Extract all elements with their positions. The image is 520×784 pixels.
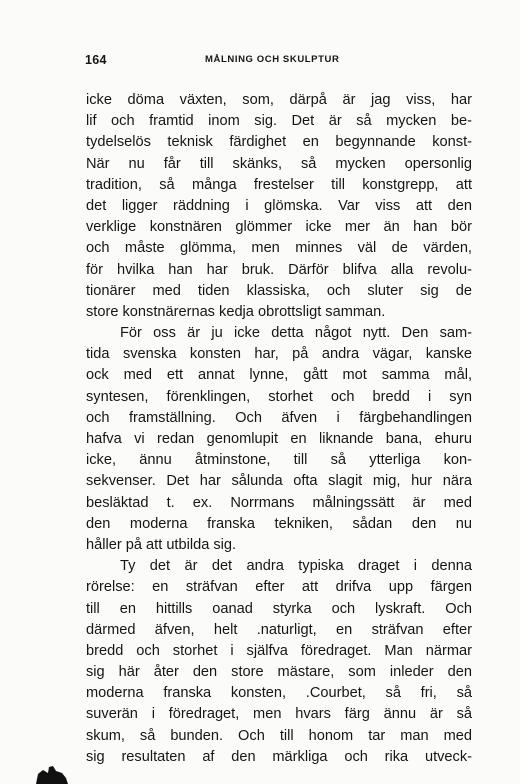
text-line: verklige konstnären glömmer icke mer än han bör — [86, 219, 472, 236]
text-line: tida svenska konsten har, på andra vägar, kanske — [86, 346, 472, 363]
body-text — [86, 90, 472, 768]
text-line: sig här åter den store mästare, som inleder den — [86, 664, 472, 681]
text-line: moderna franska konsten, .Courbet, så fri, så — [86, 685, 472, 702]
text-line: hafva vi redan genomlupit en liknande bana, ehuru — [86, 431, 472, 447]
text-line: sekvenser. Det har sålunda ofta slagit mig, hur nära — [86, 473, 472, 490]
text-line: och måste glömma, men minnes väl de värden, — [86, 240, 472, 257]
text-line: för hvilka han har bruk. Därför blifva alla revolu- — [86, 261, 472, 278]
text-line: därmed äfven, helt .naturligt, en sträfvan efter — [86, 621, 472, 638]
text-line: rörelse: en sträfvan efter att drifva upp färgen — [86, 579, 472, 596]
text-line: tionärer med tiden klassiska, och sluter sig de — [86, 282, 472, 299]
text-line: det ligger räddning i glömska. Var viss att den — [86, 197, 472, 214]
text-line: ock med ett annat lynne, gått mot samma mål, — [86, 367, 472, 384]
text-line: besläktad t. ex. Norrmans målningssätt är med — [86, 494, 472, 511]
text-line: Ty det är det andra typiska draget i denna — [120, 558, 472, 575]
page-header — [85, 53, 471, 71]
text-line: bredd och storhet i själfva föredraget. Man närmar — [86, 642, 472, 659]
text-line: icke, ännu åtminstone, till så ytterliga kon- — [86, 452, 472, 469]
text-line: suverän i föredraget, men hvars färg ännu är så — [86, 706, 472, 723]
text-line: icke döma växten, som, därpå är jag viss, har — [86, 92, 472, 108]
text-line: När nu får till skänks, så mycken opersonlig — [86, 155, 472, 172]
text-line: tydelselös teknisk färdighet en begynnande konst- — [86, 134, 472, 151]
text-line: håller på att utbilda sig. — [86, 536, 237, 553]
text-line: store konstnärernas kedja obrottsligt samman. — [86, 303, 386, 320]
text-line: skum, så bunden. Och till honom tar man med — [86, 727, 472, 744]
page-number: 164 — [85, 53, 107, 67]
text-line: sig resultaten af den märkliga och rika utveck- — [86, 748, 472, 765]
scan-blot-mark — [34, 764, 70, 784]
text-line: tradition, så många frestelser till konstgrepp, att — [86, 176, 472, 193]
text-line: lif och framtid inom sig. Det är så mycken be- — [86, 113, 472, 130]
running-head: MÅLNING OCH SKULPTUR — [205, 54, 340, 65]
text-line: För oss är ju icke detta något nytt. Den sam- — [120, 325, 472, 342]
text-line: syntesen, förenklingen, storhet och bredd i syn — [86, 388, 472, 405]
text-line: och framställning. Och äfven i färgbehandlingen — [86, 409, 472, 426]
text-line: den moderna franska tekniken, sådan den nu — [86, 515, 472, 532]
text-line: till en hittills oanad styrka och lyskraft. Och — [86, 600, 472, 617]
